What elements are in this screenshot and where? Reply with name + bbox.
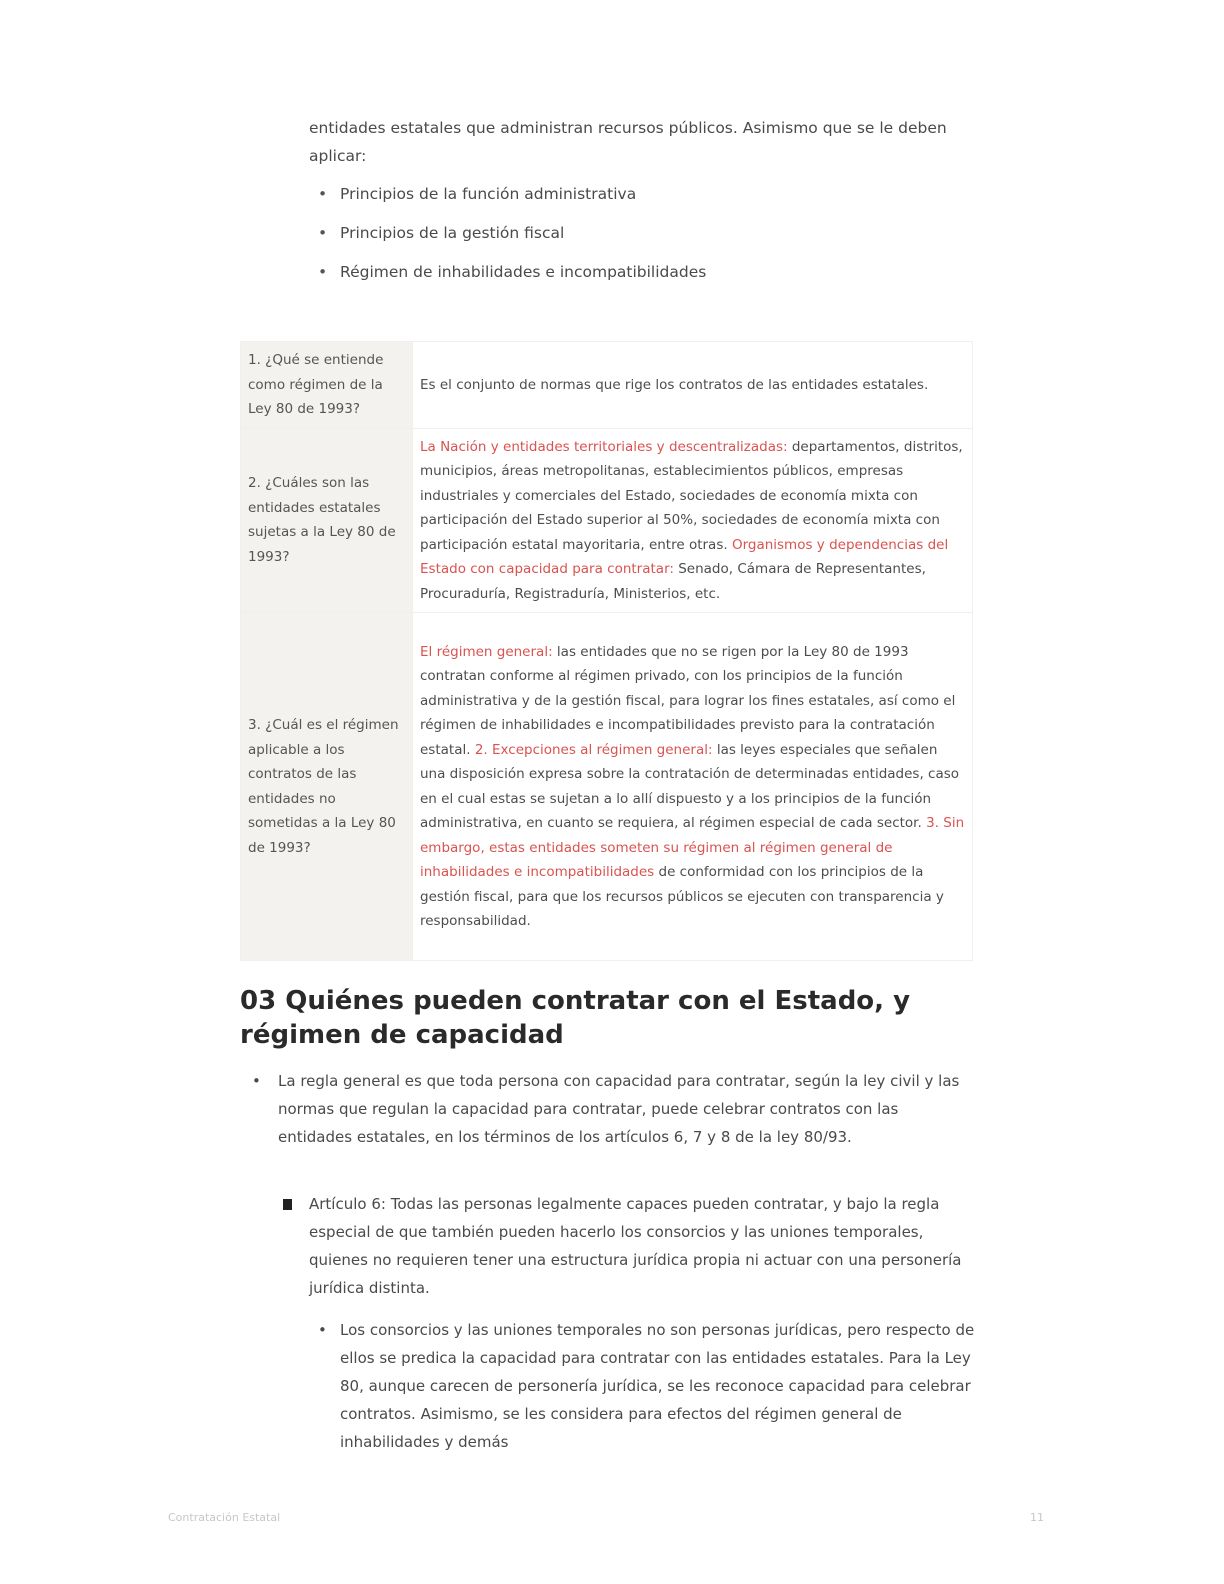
- list-item-text: Régimen de inhabilidades e incompatibilidades: [340, 263, 707, 281]
- question-cell: 2. ¿Cuáles son las entidades estatales sujetas a la Ley 80 de 1993?: [241, 428, 413, 613]
- answer-text: las leyes especiales que señalen una disposición expresa sobre la contratación de determinadas entidades, caso en el cual estas se sujetan a lo allí dispuesto y a los principios de la función administrativa, en cuanto se requiera, al régimen especial de cada sector.: [420, 741, 960, 831]
- bullet-marker-icon: •: [318, 263, 328, 281]
- answer-cell: [413, 613, 973, 961]
- bullet-marker-icon: •: [318, 185, 328, 203]
- highlighted-text: 2. Excepciones al régimen general:: [474, 741, 713, 758]
- list-item: [283, 1190, 968, 1302]
- highlighted-text: 3. Sin embargo,: [420, 815, 965, 856]
- answer-text: Senado, Cámara de Representantes, Procuraduría, Registraduría, Ministerios, etc.: [420, 561, 926, 602]
- list-item: [318, 1316, 978, 1456]
- bullet-marker-icon: •: [318, 1321, 327, 1339]
- table-row: [241, 342, 973, 429]
- section-heading: 03 Quiénes pueden contratar con el Estado, y régimen de capacidad: [240, 986, 911, 1050]
- list-item-text: La regla general es que toda persona con capacidad para contratar, según la ley civil y las normas que regulan la capacidad para contratar, puede celebrar contratos con las entidades estatales, en los términos de los artículos 6, 7 y 8 de la ley 80/93.: [278, 1072, 960, 1146]
- answer-cell: [413, 342, 973, 429]
- bullet-marker-icon: •: [318, 224, 328, 242]
- footer-title: Contratación Estatal: [168, 1511, 281, 1524]
- list-item: [318, 259, 958, 298]
- principles-list: [318, 181, 958, 298]
- list-item-text: Principios de la función administrativa: [340, 185, 637, 203]
- answer-text: de conformidad con los principios de la gestión fiscal, para que los recursos públicos se ejecuten con transparencia y responsabilidad.: [420, 864, 944, 929]
- answer-text: departamentos, distritos, municipios, áreas metropolitanas, establecimientos públicos, empresas industriales y comerciales del Estado, sociedades de economía mixta con participación del Estado superior al 50%, sociedades de economía mixta con participación estatal mayoritaria, entre otras.: [420, 438, 963, 553]
- answer-cell: [413, 428, 973, 613]
- bullet-marker-icon: •: [252, 1072, 261, 1090]
- question-cell: 3. ¿Cuál es el régimen aplicable a los contratos de las entidades no sometidas a la Ley 80 de 1993?: [241, 613, 413, 961]
- square-bullet-icon: [283, 1199, 292, 1210]
- question-cell: 1. ¿Qué se entiende como régimen de la Ley 80 de 1993?: [241, 342, 413, 429]
- answer-text: Es el conjunto de normas que rige los contratos de las entidades estatales.: [420, 376, 929, 393]
- list-item: [252, 1067, 967, 1151]
- list-item-text: Los consorcios y las uniones temporales no son personas jurídicas, pero respecto de ellos se predica la capacidad para contratar con las entidades estatales. Para la Ley 80, aunque carecen de personería jurídica, se les reconoce capacidad para celebrar contratos. Asimismo, se les considera para efectos del régimen general de inhabilidades y demás: [340, 1321, 975, 1451]
- answer-text: las entidades que no se rigen por la Ley 80 de 1993 contratan conforme al régimen privado, con los principios de la función administrativa y de la gestión fiscal, para lograr los fines estatales, así como el régimen de inhabilidades e incompatibilidades previsto para la contratación estatal.: [420, 643, 956, 758]
- qa-table: [240, 341, 973, 961]
- list-item: [318, 220, 958, 259]
- highlighted-text: La Nación y entidades territoriales y descentralizadas:: [420, 438, 788, 455]
- list-item-text: Artículo 6: Todas las personas legalmente capaces pueden contratar, y bajo la regla especial de que también pueden hacerlo los consorcios y las uniones temporales, quienes no requieren tener una estructura jurídica propia ni actuar con una personería jurídica distinta.: [309, 1195, 962, 1297]
- list-item-text: Principios de la gestión fiscal: [340, 224, 565, 242]
- list-item: [318, 181, 958, 220]
- highlighted-text: estas entidades someten su régimen al régimen general de inhabilidades e incompatibilidades: [420, 839, 893, 880]
- table-row: [241, 428, 973, 613]
- highlighted-text: Organismos y dependencias del Estado con capacidad para contratar:: [420, 536, 949, 577]
- intro-paragraph: entidades estatales que administran recursos públicos. Asimismo que se le deben aplicar:: [309, 119, 947, 165]
- table-row: [241, 613, 973, 961]
- page-number: 11: [1030, 1511, 1044, 1524]
- highlighted-text: El régimen general:: [420, 643, 553, 660]
